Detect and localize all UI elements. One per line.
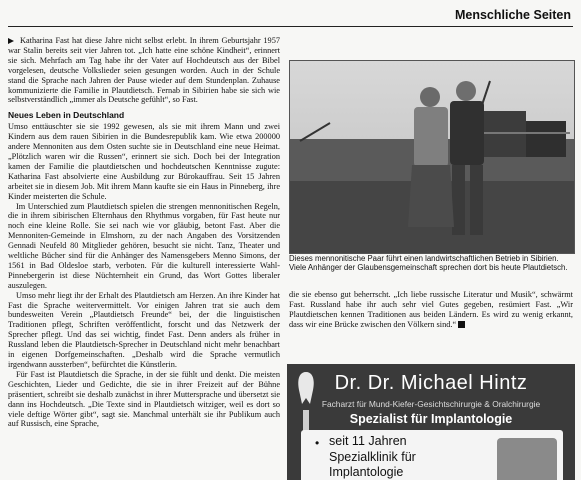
bullet-icon: • xyxy=(315,436,320,450)
farm-couple-photo xyxy=(290,61,574,253)
article-photo xyxy=(289,60,575,254)
article-continuation: die sie ebenso gut beherrscht. „Ich liebe russische Literatur und Musik“, schwärmt Fast. Russland habe ihr auch sehr viel Gutes gegeben, resümiert Fast. „Wir Plautdietschen kennen Traditionen aus beiden Ländern. Es wird zu wenig erkannt, dass wir eine Brücke zwischen den Völkern sind.“ xyxy=(289,290,573,329)
article-paragraph-2: Umso enttäuschter sie sie 1992 gewesen, als sie mit ihrem Mann und zwei Kindern aus dem rauen Sibirien in die Bundesrepublik kam. Wie etwa 200000 andere Mennoniten aus dem Osten suchte sie in Deutschland eine neue Heimat. „Plötzlich waren wir die Russen“, erinnert sie sich. Doch bei der Integration kamen der Familie die plautdietschen und hochdeutschen Kenntnisse zugute: Katharina Fast absolvierte eine Ausbildung zur Bürokauffrau. Seit 15 Jahren arbeitet sie in diesem Job. Mit ihrem Mann kaufte sie ein Haus in Pinneberg, ihre Kinder meisterten die Schule. xyxy=(8,122,280,201)
doctor-portrait xyxy=(497,438,557,480)
ad-info-text xyxy=(329,434,416,480)
ad-doctor-title: Facharzt für Mund-Kiefer-Gesichtschirurgie & Oralchirurgie xyxy=(321,399,541,409)
section-title: Menschliche Seiten xyxy=(454,8,571,22)
article-subhead: Neues Leben in Deutschland xyxy=(8,110,125,121)
page-header xyxy=(8,8,573,27)
article-paragraph-3: Im Unterschied zum Plautdietsch spielen die strengen mennonitischen Regeln, die in ihrem sibirischen Elternhaus den Rhythmus vorgaben, für Fast heute nur noch eine kleine Rolle. Sie sei nach wie vor gläubig, betont Fast. Aber die Mennoniten-Gemeinde in Elmshorn, zu der nach Angaben des Vorsitzenden Gennadi Neufeld 80 Mitglieder gehören, besucht sie nicht. Tanz, Theater und weltliche Bücher sind für die Anhänger des Namensgebers Menno Simons, der 1561 in Bad Oldesloe starb, verboten. Für die kulturell interessierte Wahl-Pinnebergerin ist diese Nüchternheit ein Grund, das Wort Gottes liberaler auszulegen. xyxy=(8,201,280,290)
ad-doctor-name: Dr. Dr. Michael Hintz xyxy=(334,372,528,394)
advertisement xyxy=(287,364,575,480)
article-paragraph-4: Umso mehr liegt ihr der Erhalt des Plautdietsch am Herzen. An ihre Kinder hat Fast die Sprache weitervermittelt. Vor einigen Jahren trat sie auch dem bundesweiten Verein „Plautdietsch Freunde“ bei, der die linguistischen Traditionen pflegt, Schriften veröffentlicht, forscht und das Netzwerk der Sprecher pflegt. Und das sei wichtig, findet Fast. Denn anders als früher in Russland leben die Plautdietsch-Sprecher in Deutschland nicht mehr benachbart in eigenen Dorfgemeinschaften. „Deshalb wird die Sprache vermutlich irgendwann aussterben“, befürchtet die Künstlerin. xyxy=(8,290,280,369)
article-paragraph-1 xyxy=(8,36,280,105)
article-paragraph-1-text: Katharina Fast hat diese Jahre nicht selbst erlebt. In ihrem Geburtsjahr 1957 war Stalin bereits seit vier Jahren tot. „Ich hatte eine schöne Kindheit“, erinnert sie sich. Mehrfach am Tag habe ihr der Vater auf Hochdeutsch aus der Bibel vorgelesen, deutsche Volkslieder seien gesungen worden. Auch in der Schule stand die Sprache nach Jahren der Pause wieder auf dem Stundenplan. Zuhause kommunizierte die Familie in Plautdietsch. Fernab in Sibirien habe sie sich wie selbstverständlich „immer als Deutsche gefühlt“, so Fast. xyxy=(8,36,280,105)
article-right-column xyxy=(289,290,573,330)
ad-line-3: Implantologie xyxy=(329,465,404,479)
ad-info-box xyxy=(301,430,563,480)
arrow-icon xyxy=(8,38,14,44)
ad-specialty: Spezialist für Implantologie xyxy=(349,412,513,426)
end-mark-icon xyxy=(458,321,465,328)
ad-line-2: Spezialklinik für xyxy=(329,449,416,464)
article-left-column xyxy=(8,36,280,429)
photo-caption: Dieses mennonitische Paar führt einen landwirtschaftlichen Betrieb in Sibirien. Viele Anhänger der Glaubensgemeinschaft sprechen dort bis heute Plautdietsch. xyxy=(289,254,568,273)
article-paragraph-5: Für Fast ist Plautdietsch die Sprache, in der sie fühlt und denkt. Die meisten Geschichten, Lieder und Gedichte, die sie in ihrer Freizeit auf der Bühne präsentiert, schreibt sie deshalb zunächst in ihrer Muttersprache und übersetzt sie dann ins Hochdeutsch. „Die Texte sind in Plautdietsch witziger, weil es dort so viele deftige Wörter gibt“, sagt sie. Manchmal unterhält sie ihr Publikum auch auf Russisch, eine Sprache, xyxy=(8,369,280,429)
ad-line-1: seit 11 Jahren xyxy=(329,434,407,448)
